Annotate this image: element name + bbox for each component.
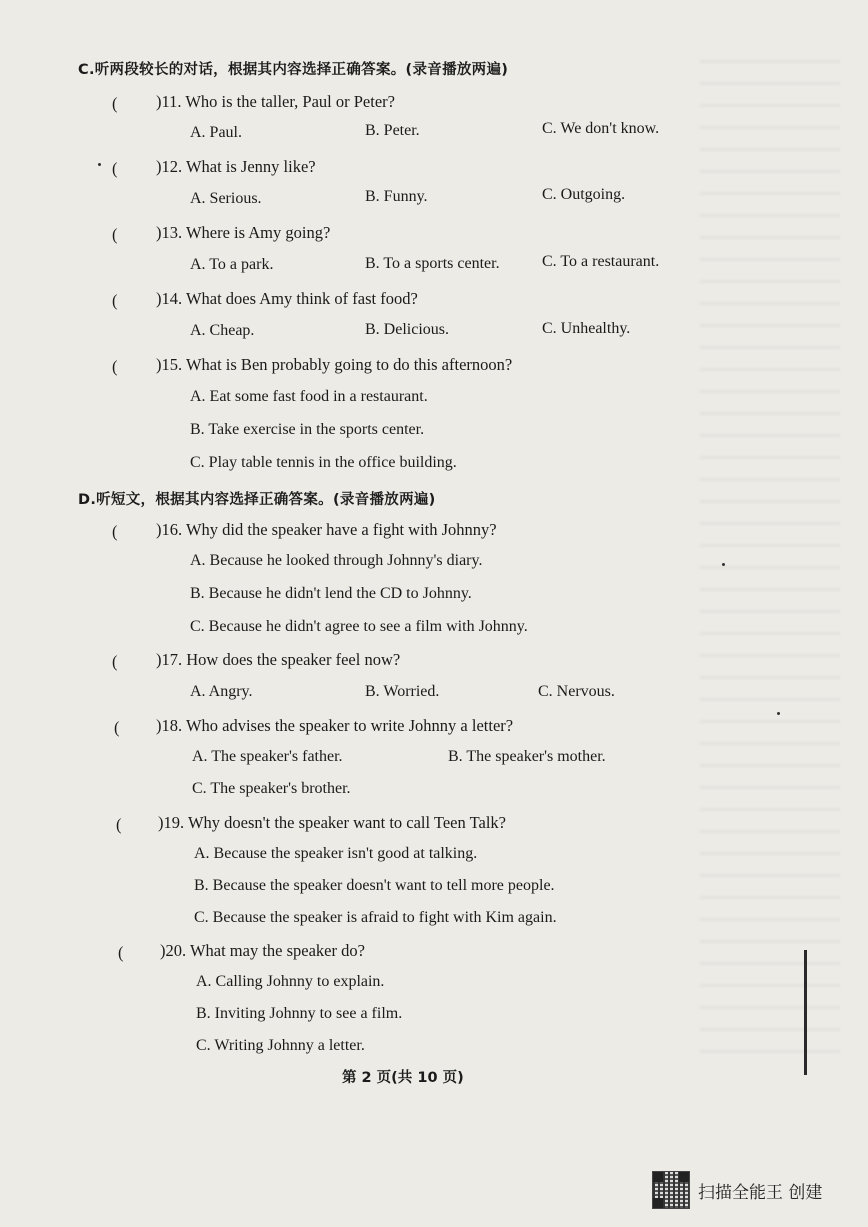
question-12: )12. What is Jenny like? <box>156 157 316 176</box>
section-d-title: D.听短文，根据其内容选择正确答案。(录音播放两遍) <box>78 492 436 508</box>
question-19: )19. Why doesn't the speaker want to call Teen Talk? <box>158 813 506 832</box>
question-15: )15. What is Ben probably going to do this afternoon? <box>156 355 513 374</box>
q13-option-a: A. To a park. <box>190 256 274 273</box>
question-17: )17. How does the speaker feel now? <box>156 650 401 669</box>
q15-option-b: B. Take exercise in the sports center. <box>190 421 425 438</box>
q15-option-c: C. Play table tennis in the office building. <box>190 454 457 471</box>
q19-option-c: C. Because the speaker is afraid to fight with Kim again. <box>194 909 557 926</box>
margin-line <box>804 950 807 1075</box>
q11-option-c: C. We don't know. <box>542 120 660 137</box>
q14-option-c: C. Unhealthy. <box>542 320 631 337</box>
q20-option-b: B. Inviting Johnny to see a film. <box>196 1005 403 1022</box>
answer-blank-13: ( <box>112 225 118 244</box>
scanner-watermark <box>652 1170 822 1210</box>
q20-option-c: C. Writing Johnny a letter. <box>196 1037 365 1054</box>
bleed-through-texture <box>700 60 840 1060</box>
speck <box>777 712 780 715</box>
qr-code-icon <box>652 1171 690 1209</box>
answer-blank-14: ( <box>112 291 118 310</box>
answer-blank-12: ( <box>112 159 118 178</box>
answer-blank-17: ( <box>112 652 118 671</box>
q11-option-a: A. Paul. <box>190 124 242 141</box>
answer-blank-20: ( <box>118 943 124 962</box>
question-14: )14. What does Amy think of fast food? <box>156 289 418 308</box>
question-18: )18. Who advises the speaker to write Johnny a letter? <box>156 716 514 735</box>
answer-blank-11: ( <box>112 94 118 113</box>
q13-option-b: B. To a sports center. <box>365 255 500 272</box>
q16-option-b: B. Because he didn't lend the CD to Johnny. <box>190 585 472 602</box>
q11-option-b: B. Peter. <box>365 122 420 139</box>
answer-blank-16: ( <box>112 522 118 541</box>
speck <box>98 163 101 166</box>
question-11: )11. Who is the taller, Paul or Peter? <box>156 92 395 111</box>
q14-option-b: B. Delicious. <box>365 321 449 338</box>
q14-option-a: A. Cheap. <box>190 322 255 339</box>
q13-option-c: C. To a restaurant. <box>542 253 660 270</box>
q17-option-b: B. Worried. <box>365 683 440 700</box>
question-13: )13. Where is Amy going? <box>156 223 331 242</box>
answer-blank-15: ( <box>112 357 118 376</box>
q17-option-c: C. Nervous. <box>538 683 615 700</box>
section-c-title: C.听两段较长的对话，根据其内容选择正确答案。(录音播放两遍) <box>78 62 509 78</box>
q19-option-a: A. Because the speaker isn't good at talking. <box>194 845 478 862</box>
q18-option-b: B. The speaker's mother. <box>448 748 606 765</box>
q15-option-a: A. Eat some fast food in a restaurant. <box>190 388 428 405</box>
q19-option-b: B. Because the speaker doesn't want to tell more people. <box>194 877 555 894</box>
q16-option-a: A. Because he looked through Johnny's diary. <box>190 552 483 569</box>
watermark-text: 扫描全能王 创建 <box>698 1182 823 1203</box>
q18-option-a: A. The speaker's father. <box>192 748 343 765</box>
page-number-footer: 第 2 页(共 10 页) <box>342 1070 464 1086</box>
q16-option-c: C. Because he didn't agree to see a film with Johnny. <box>190 618 528 635</box>
answer-blank-19: ( <box>116 815 122 834</box>
q12-option-c: C. Outgoing. <box>542 186 626 203</box>
q20-option-a: A. Calling Johnny to explain. <box>196 973 385 990</box>
speck <box>722 563 725 566</box>
question-20: )20. What may the speaker do? <box>160 941 365 960</box>
q18-option-c: C. The speaker's brother. <box>192 780 351 797</box>
q17-option-a: A. Angry. <box>190 683 253 700</box>
question-16: )16. Why did the speaker have a fight with Johnny? <box>156 520 497 539</box>
q12-option-b: B. Funny. <box>365 188 428 205</box>
q12-option-a: A. Serious. <box>190 190 262 207</box>
answer-blank-18: ( <box>114 718 120 737</box>
